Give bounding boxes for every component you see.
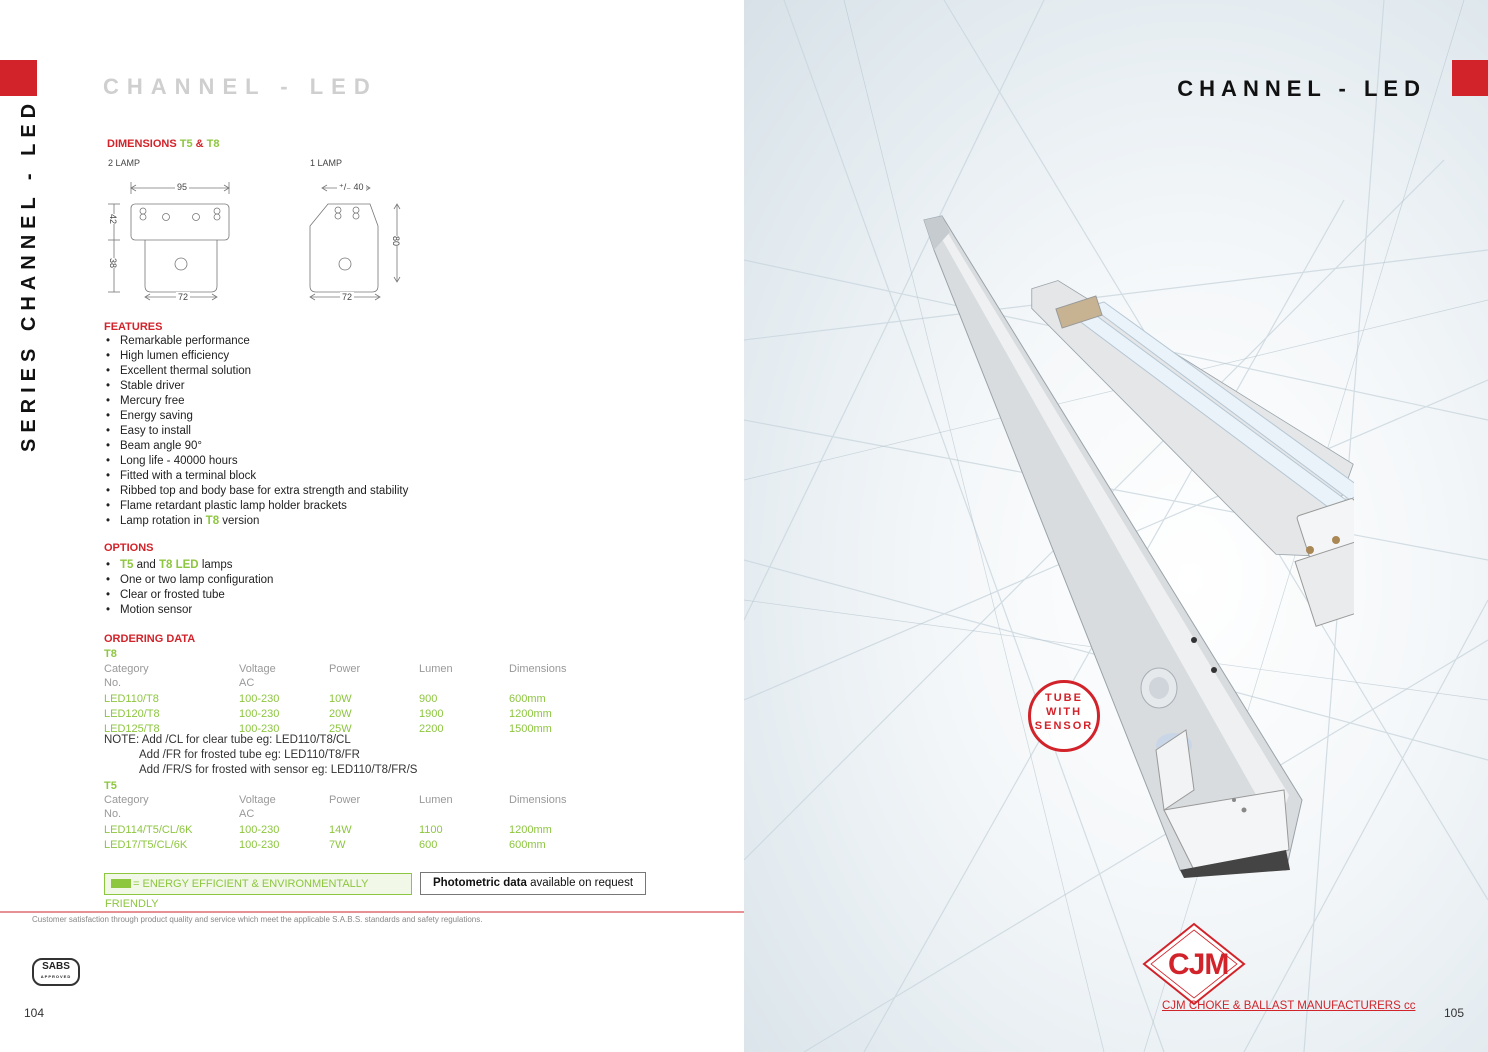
dimensions-heading (107, 138, 220, 150)
list-item: • Clear or frosted tube (104, 588, 273, 603)
table-cell: 2200 (419, 723, 444, 735)
note-line: NOTE: Add /CL for clear tube eg: LED110/T8/CL (104, 734, 351, 746)
badge-line: WITH (1045, 706, 1083, 718)
list-item: • Ribbed top and body base for extra strength and stability (104, 484, 408, 499)
list-item: • Fitted with a terminal block (104, 469, 408, 484)
ordering-heading: ORDERING DATA (104, 633, 196, 645)
table-cell: 1100 (419, 824, 443, 836)
table-cell: 14W (329, 824, 352, 836)
photometric-bold: Photometric data (432, 877, 527, 889)
table-cell: 900 (419, 693, 438, 705)
table-cell: LED114/T5/CL/6K (104, 824, 193, 836)
header-ac: AC (239, 808, 255, 820)
two-lamp-base-value: 72 (178, 292, 189, 302)
table-cell: 1500mm (509, 723, 552, 735)
options-heading: OPTIONS (104, 542, 154, 554)
vertical-series-title: SERIES CHANNEL - LED (18, 97, 40, 452)
table-cell: 7W (329, 839, 346, 851)
feature-last (104, 514, 259, 529)
header-ac: AC (239, 677, 255, 689)
header-voltage: Voltage (239, 794, 276, 806)
table-cell: 600mm (509, 693, 546, 705)
option-t8-led: T8 LED (159, 559, 199, 571)
ordering-notes (104, 733, 417, 778)
footer-statement: Customer satisfaction through product quality and service which meet the applicable S.A.B.S. standards and safety regulations. (32, 915, 483, 924)
list-item: • Easy to install (104, 424, 408, 439)
left-red-tab (0, 60, 37, 96)
dimensions-t8: T8 (206, 138, 220, 150)
two-lamp-label: 2 LAMP (108, 158, 141, 168)
table-cell: 600 (419, 839, 438, 851)
right-red-tab (1452, 60, 1488, 96)
green-swatch (111, 879, 131, 888)
table-cell: 100-230 (239, 708, 280, 720)
list-item: • Remarkable performance (104, 334, 408, 349)
note-line: Add /FR for frosted tube eg: LED110/T8/FR (139, 749, 360, 761)
features-list (104, 334, 408, 514)
table-cell: 1900 (419, 708, 444, 720)
feature-last-t8: T8 (205, 515, 220, 527)
photometric-data-note (420, 872, 646, 895)
list-item: • High lumen efficiency (104, 349, 408, 364)
table-cell: 100-230 (239, 693, 280, 705)
table-cell: 600mm (509, 839, 546, 851)
header-category: Category (104, 663, 149, 675)
energy-efficient-legend (104, 873, 412, 910)
table-cell: LED110/T8 (104, 693, 159, 705)
table-cell: 100-230 (239, 824, 280, 836)
one-lamp-height-value: 80 (391, 235, 402, 247)
tube-with-sensor-badge (1028, 680, 1100, 752)
t8-ordering-table (104, 663, 566, 738)
t5-label: T5 (104, 780, 117, 792)
table-row (104, 708, 566, 723)
table-cell: 1200mm (509, 824, 552, 836)
badge-line: SENSOR (1034, 720, 1094, 732)
company-name: CJM CHOKE & BALLAST MANUFACTURERS cc (1162, 1000, 1416, 1012)
sabs-approved-text: APPROVED (40, 974, 72, 979)
table-cell: LED120/T8 (104, 708, 160, 720)
photometric-rest: available on request (526, 877, 634, 889)
two-lamp-bottom-height-value: 38 (108, 257, 119, 269)
header-power: Power (329, 794, 361, 806)
header-power: Power (329, 663, 361, 675)
list-item: • One or two lamp configuration (104, 573, 273, 588)
right-page-title: CHANNEL - LED (1177, 76, 1426, 101)
list-item: • Long life - 40000 hours (104, 454, 408, 469)
list-item (104, 558, 273, 573)
table-header-row-2 (104, 809, 566, 824)
two-lamp-dimension-diagram (100, 176, 240, 306)
left-page-title: CHANNEL - LED (103, 74, 378, 99)
table-cell: 1200mm (509, 708, 552, 720)
table-cell: 100-230 (239, 723, 280, 735)
sabs-approved-logo (32, 958, 80, 986)
table-header-row-2 (104, 678, 566, 693)
one-lamp-label: 1 LAMP (310, 158, 343, 168)
sabs-text: SABS (42, 961, 70, 972)
options-list (104, 558, 273, 618)
dimensions-heading-text: DIMENSIONS (107, 138, 177, 150)
table-header-row (104, 663, 566, 678)
header-no: No. (104, 808, 122, 820)
table-row (104, 693, 566, 708)
table-cell: 25W (329, 723, 352, 735)
two-lamp-width-value: 95 (177, 182, 188, 192)
feature-last-before: Lamp rotation in (120, 515, 206, 527)
list-item: • Mercury free (104, 394, 408, 409)
t5-ordering-table (104, 794, 566, 854)
option-and: and (133, 559, 159, 571)
t8-label: T8 (104, 648, 117, 660)
cjm-logo-text: CJM (1168, 948, 1229, 981)
one-lamp-base-value: 72 (342, 292, 353, 302)
one-lamp-width-value: ⁺/₋ 40 (339, 182, 364, 192)
header-dimensions: Dimensions (509, 663, 567, 675)
note-line: Add /FR/S for frosted with sensor eg: LED110/T8/FR/S (139, 764, 418, 776)
header-category: Category (104, 794, 149, 806)
list-item: • Flame retardant plastic lamp holder brackets (104, 499, 408, 514)
list-item: • Energy saving (104, 409, 408, 424)
list-item: • Motion sensor (104, 603, 273, 618)
list-item: • Excellent thermal solution (104, 364, 408, 379)
feature-last-after: version (219, 515, 260, 527)
right-page (744, 0, 1488, 1052)
header-no: No. (104, 677, 122, 689)
page-number-left: 104 (24, 1006, 45, 1020)
table-cell: 100-230 (239, 839, 280, 851)
header-lumen: Lumen (419, 794, 453, 806)
table-cell: 10W (329, 693, 352, 705)
table-cell: 20W (329, 708, 352, 720)
option-t5: T5 (120, 559, 134, 571)
features-heading: FEATURES (104, 321, 163, 333)
two-lamp-top-height-value: 42 (108, 213, 119, 225)
table-cell: LED17/T5/CL/6K (104, 839, 188, 851)
header-dimensions: Dimensions (509, 794, 567, 806)
badge-line: TUBE (1045, 692, 1083, 704)
option-lamps: lamps (198, 559, 233, 571)
list-item: • Stable driver (104, 379, 408, 394)
table-row (104, 824, 566, 839)
dimensions-amp: & (195, 138, 204, 150)
table-row (104, 839, 566, 854)
energy-legend-text: = ENERGY EFFICIENT & ENVIRONMENTALLY FRIENDLY (105, 878, 369, 910)
dimensions-t5: T5 (179, 138, 193, 150)
header-lumen: Lumen (419, 663, 453, 675)
list-item (104, 514, 259, 529)
header-voltage: Voltage (239, 663, 276, 675)
list-item: • Beam angle 90° (104, 439, 408, 454)
table-header-row (104, 794, 566, 809)
channel-led-fixture-illustration (894, 210, 1354, 880)
table-cell: LED125/T8 (104, 723, 160, 735)
page-number-right: 105 (1444, 1006, 1465, 1020)
